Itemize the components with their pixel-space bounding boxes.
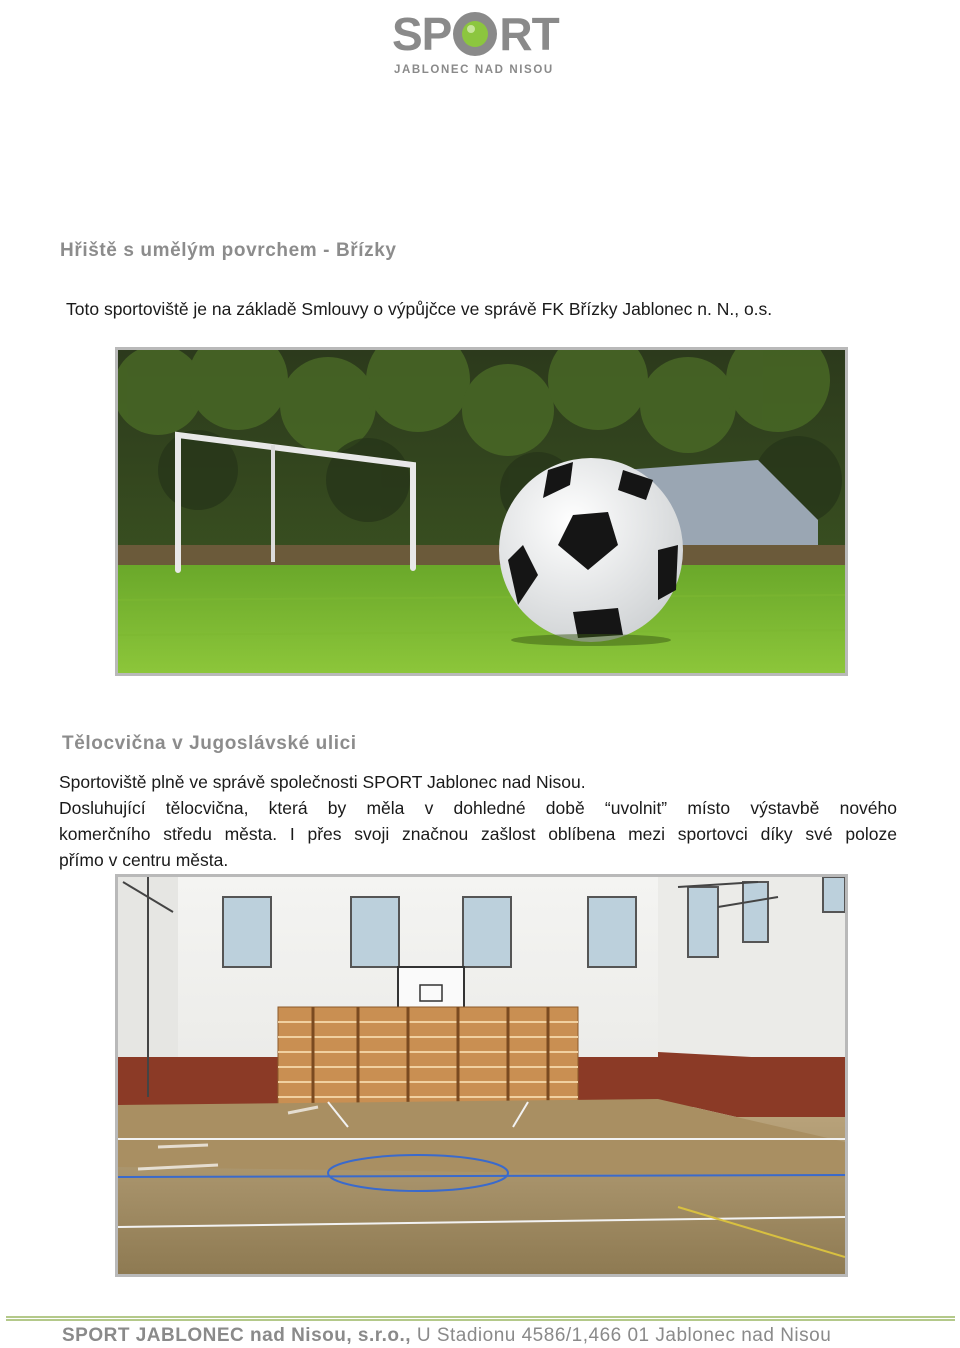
footer <box>62 1325 831 1347</box>
logo-letters-after: RT <box>499 8 559 60</box>
gym-text-line-3: komerčního středu města. I přes svoji značnou zašlost oblíbena mezi sportovci díky své poloze <box>59 824 897 844</box>
gym-text-line-2: Dosluhující tělocvična, která by měla v dohledné době “uvolnit” místo výstavbě nového <box>59 798 897 818</box>
logo-wordmark <box>392 6 559 62</box>
football-field-photo <box>115 347 848 676</box>
section-heading-gym: Tělocvična v Jugoslávské ulici <box>62 733 357 754</box>
logo-subtitle: JABLONEC NAD NISOU <box>394 64 554 76</box>
footer-address: U Stadionu 4586/1,466 01 Jablonec nad Nisou <box>411 1325 832 1346</box>
gym-text-line-4: přímo v centru města. <box>59 850 229 870</box>
section-heading-brizky: Hřiště s umělým povrchem - Břízky <box>60 240 397 261</box>
sport-logo <box>390 6 562 76</box>
gym-text-line-1: Sportoviště plně ve správě společnosti SPORT Jablonec nad Nisou. <box>59 772 586 792</box>
gym-hall-photo <box>115 874 848 1277</box>
footer-company: SPORT JABLONEC nad Nisou, s.r.o., <box>62 1325 412 1346</box>
footer-rule <box>6 1316 955 1322</box>
section-text-brizky: Toto sportoviště je na základě Smlouvy o výpůjčce ve správě FK Břízky Jablonec n. N., o.s. <box>66 299 773 319</box>
section-text-gym <box>59 769 897 873</box>
logo-ball-icon <box>452 11 498 57</box>
logo-letters-before: SP <box>392 8 452 60</box>
